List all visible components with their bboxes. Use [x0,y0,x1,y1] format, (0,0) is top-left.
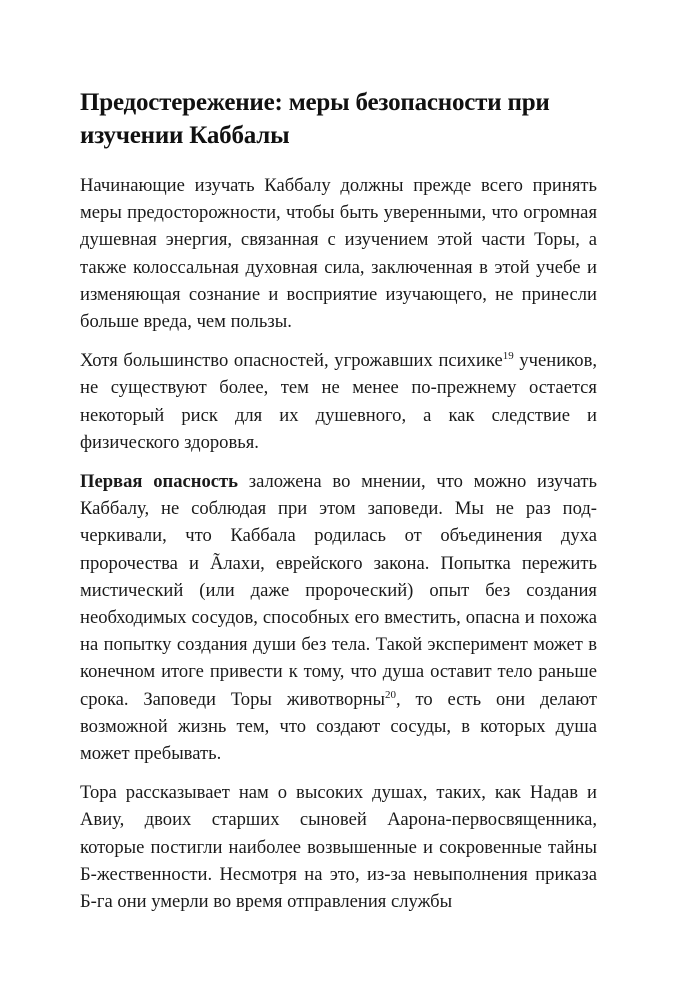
section-title: Предостережение: меры безопасности при изучении Каббалы [80,89,550,149]
footnote-reference-20[interactable]: 20 [385,688,397,701]
paragraph-4 [80,779,597,915]
paragraph-1 [80,172,597,335]
document-page [80,86,597,927]
paragraph-text: Тора рассказывает нам о высоких душах, таких, как Надав и Авиу, двоих старших сыновей Аарона-первосвященника, которые постигли наиболее возвышенные и сокровенные тайны Б-жественности. Несмотря на это, из-за невыполнения приказа Б-га они умерли во время отправления службы [80,782,597,913]
paragraph-text: учеников, не существуют более, тем не менее по-прежнему остается некоторый риск для их душевного, а как следствие и физического здоровья. [80,350,597,453]
paragraph-text: Хотя большинство опасностей, угрожавших психике [80,350,503,372]
paragraph-text: Начинающие изучать Каббалу должны прежде всего принять меры предосторожности, чтобы быть уверенными, что огромная душевная энергия, связанная с изучением этой части Торы, а также колоссальная духовная сила, заключенная в этой учебе и изменяющая сознание и восприятие изучающего, не принесли больше вреда, чем пользы. [80,175,597,333]
paragraph-text: , то есть они делают возможной жизнь тем, что создают сосуды, в которых душа может пребывать. [80,688,597,765]
footnote-reference-19[interactable]: 19 [502,350,514,363]
paragraph-lead-bold: Первая опасность [80,471,238,493]
paragraph-3 [80,468,597,767]
paragraph-text: заложена во мнении, что можно изучать Каббалу, не соблюдая при этом заповеди. Мы не раз подчеркивали, что Каббала родилась от объединения духа пророчества и Ãлахи, еврейского закона. Попытка пережить мистический (или даже пророческий) опыт без создания необходимых сосудов, способных его вместить, опасна и похожа на попытку создания души без тела. Такой эксперимент может в конечном итоге привести к тому, что душа оставит тело раньше срока. Заповеди Торы животворны [80,471,597,710]
paragraph-2 [80,347,597,456]
